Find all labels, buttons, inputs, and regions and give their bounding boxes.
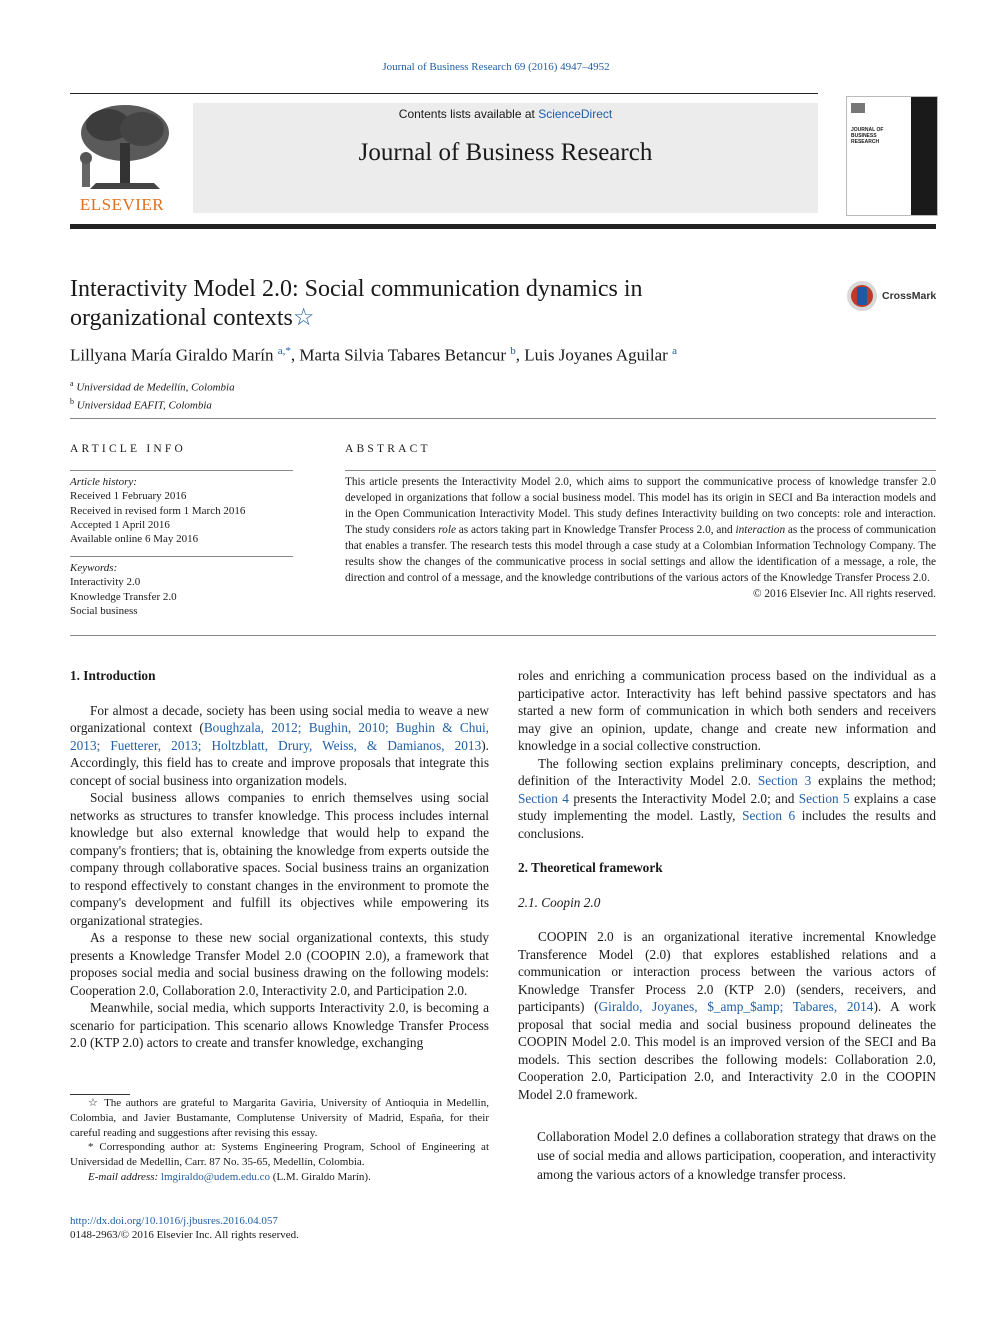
keyword: Social business — [70, 604, 138, 617]
article-title: Interactivity Model 2.0: Social communication dynamics in organizational contexts☆ — [70, 276, 643, 331]
citation-link[interactable]: Giraldo, Joyanes, $_amp_$amp; Tabares, 2014 — [598, 999, 874, 1014]
crossmark-badge[interactable] — [846, 280, 941, 314]
doi-block: http://dx.doi.org/10.1016/j.jbusres.2016.04.057 0148-2963/© 2016 Elsevier Inc. All rights reserved. — [70, 1215, 299, 1242]
section-heading: 2. Theoretical framework — [518, 860, 663, 875]
collaboration-paragraph: Collaboration Model 2.0 defines a collaboration strategy that draws on the use of social media and allows participation, cooperation, and interactivity among the various actors of a knowledge transfer process. — [537, 1129, 936, 1182]
section-link[interactable]: Section 6 — [742, 808, 796, 823]
journal-banner — [193, 103, 818, 213]
author-name[interactable]: Marta Silvia Tabares Betancur — [299, 345, 507, 365]
author-list: Lillyana María Giraldo Marín $^{a,*}$, Marta Silvia Tabares Betancur $^b$, Luis Joyanes Aguilar $^a$ — [70, 345, 677, 365]
section-link[interactable]: Section 3 — [757, 773, 812, 788]
copyright: © 2016 Elsevier Inc. All rights reserved. — [752, 588, 936, 600]
abstract-heading: ABSTRACT — [345, 443, 431, 455]
cover-title: JOURNAL OF BUSINESS RESEARCH — [851, 127, 884, 145]
author-name[interactable]: Lillyana María Giraldo Marín — [70, 345, 274, 365]
elsevier-tree-icon — [70, 103, 174, 193]
crossmark-label: CrossMark — [882, 290, 937, 302]
elsevier-wordmark: ELSEVIER — [79, 195, 165, 214]
email-link[interactable]: lmgiraldo@udem.edu.co — [160, 1170, 271, 1183]
header-rule — [70, 224, 936, 229]
section-heading: 1. Introduction — [70, 668, 156, 683]
title-footnote-star[interactable]: ☆ — [292, 305, 315, 331]
journal-name: Journal of Business Research — [358, 139, 653, 166]
journal-cover-thumbnail[interactable] — [846, 96, 938, 216]
affiliations: $^a$ Universidad de Medellín, Colombia $^b$ Universidad EAFIT, Colombia — [70, 379, 235, 412]
crossmark-icon — [846, 280, 878, 312]
footnotes: ☆ The authors are grateful to Margarita Gaviria, University of Antioquia in Medellin, Colombia, and Javier Bustamante, Complutense University of Madrid, España, for their careful reading and suggestions after revising this essay. * Corresponding author at: Systems Engineering Program, School of Engineering at Universidad de Medellin, Carr. 87 No. 35-65, Medellín, Colombia. E-mail address: lmgiraldo@udem.edu.co (L.M. Giraldo Marín). — [70, 1097, 489, 1183]
abstract-text: This article presents the Interactivity Model 2.0, which aims to support the communicative process of knowledge transfer 2.0 developed in organizations that follow a social business model. This model has its origin in SECI and Ba interaction models and in the Open Communication Interactivity Model. This study defines Interactivity building on two concepts: role and interaction. The study considers role as actors taking part in Knowledge Transfer Process 2.0, and interaction as the process of communication that enables a transfer. The research tests this model through a case study at a Colombian Information Technology Company. The results show the changes of the communicative process in social settings and allow the identification of a message, a role, the direction and control of a message, and the knowledge contributions of the various actors of the Knowledge Transfer Process 2.0. © 2016 Elsevier Inc. All rights reserved. — [345, 476, 936, 600]
article-info-heading: ARTICLE INFO — [70, 443, 186, 455]
right-column: roles and enriching a communication process based on the individual as a participative actor. Interactivity has left behind passive spectators and has started a new form of communication in which both senders and receivers may give an opinion, update, change and create new information and knowledge in a social collective construction. The following section explains preliminary concepts, description, and definition of the Interactivity Model 2.0. Section 3 explains the method; Section 4 presents the Interactivity Model 2.0; and Section 5 explains a case study implementing the model. Lastly, Section 6 includes the results and conclusions. 2. Theoretical framework 2.1. Coopin 2.0 COOPIN 2.0 is an organizational iterative incremental Knowledge Transference Model (2.0) that explores established relations and a communication or interaction process between the various actors of Knowledge Transfer Process 2.0 (KTP 2.0) (senders, receivers, and participants) (Giraldo, Joyanes, $_amp_$amp; Tabares, 2014). A work proposal that social media and social business propound delineates the COOPIN Model 2.0. This model is an improved version of the SECI and Ba models. This section describes the following models: Collaboration 2.0, Cooperation 2.0, Participation 2.0, and Interactivity 2.0 in the COOPIN Model 2.0 framework. Collaboration Model 2.0 defines a collaboration strategy that draws on the use of social media and allows participation, cooperation, and interactivity among the various actors of a knowledge transfer process. — [518, 668, 937, 1182]
author-name[interactable]: Luis Joyanes Aguilar — [524, 345, 668, 365]
citation-link[interactable]: Boughzala, 2012; Bughin, 2010; Bughin & Chui, 2013; Fuetterer, 2013; Holtzblatt, Drury, Weiss, & Damianos, 2013 — [70, 720, 490, 753]
keywords: Keywords: Interactivity 2.0 Knowledge Transfer 2.0 Social business — [70, 561, 295, 618]
subsection-heading: 2.1. Coopin 2.0 — [518, 894, 601, 910]
journal-citation[interactable]: Journal of Business Research 69 (2016) 4947–4952 — [382, 61, 610, 73]
left-column: 1. Introduction For almost a decade, society has been using social media to weave a new organizational context (Boughzala, 2012; Bughin, 2010; Bughin & Chui, 2013; Fuetterer, 2013; Holtzblatt, Drury, Weiss, & Damianos, 2013). Accordingly, this field has to create and improve proposals that integrate this concept of social business into organization models. Social business allows companies to enrich themselves using social networks as structures to transfer knowledge. This process includes internal knowledge but also external knowledge that would help to expand the company's frontiers; that is, obtaining the knowledge from experts outside the company through collaborative spaces. Social business trains an organization to respond effectively to constant changes in the environment to promote the company's development and fulfill its objectives while empowering its organizational strategies. As a response to these new social organizational contexts, this study presents a Knowledge Transfer Model 2.0 (COOPIN 2.0), a framework that proposes social media and social business drawing on the following models: Cooperation 2.0, Collaboration 2.0, Interactivity 2.0, and Participation 2.0. Meanwhile, social media, which supports Interactivity 2.0, is becoming a scenario for participation. This scenario allows Knowledge Transfer Process 2.0 (KTP 2.0) actors to create and transfer knowledge, exchanging — [70, 668, 490, 1050]
section-link[interactable]: Section 4 — [518, 790, 569, 806]
section-link[interactable]: Section 5 — [798, 790, 850, 806]
doi-link[interactable]: http://dx.doi.org/10.1016/j.jbusres.2016.04.057 — [70, 1215, 278, 1227]
elsevier-logo — [70, 103, 174, 215]
article-history: Article history: Received 1 February 2016 Received in revised form 1 March 2016 Accepted 1 April 2016 Available online 6 May 2016 — [70, 476, 246, 546]
keyword: Knowledge Transfer 2.0 — [70, 590, 177, 603]
contents-line: Contents lists available at ScienceDirect — [398, 107, 613, 121]
keyword: Interactivity 2.0 — [70, 576, 141, 589]
sciencedirect-link[interactable]: ScienceDirect — [538, 107, 613, 121]
